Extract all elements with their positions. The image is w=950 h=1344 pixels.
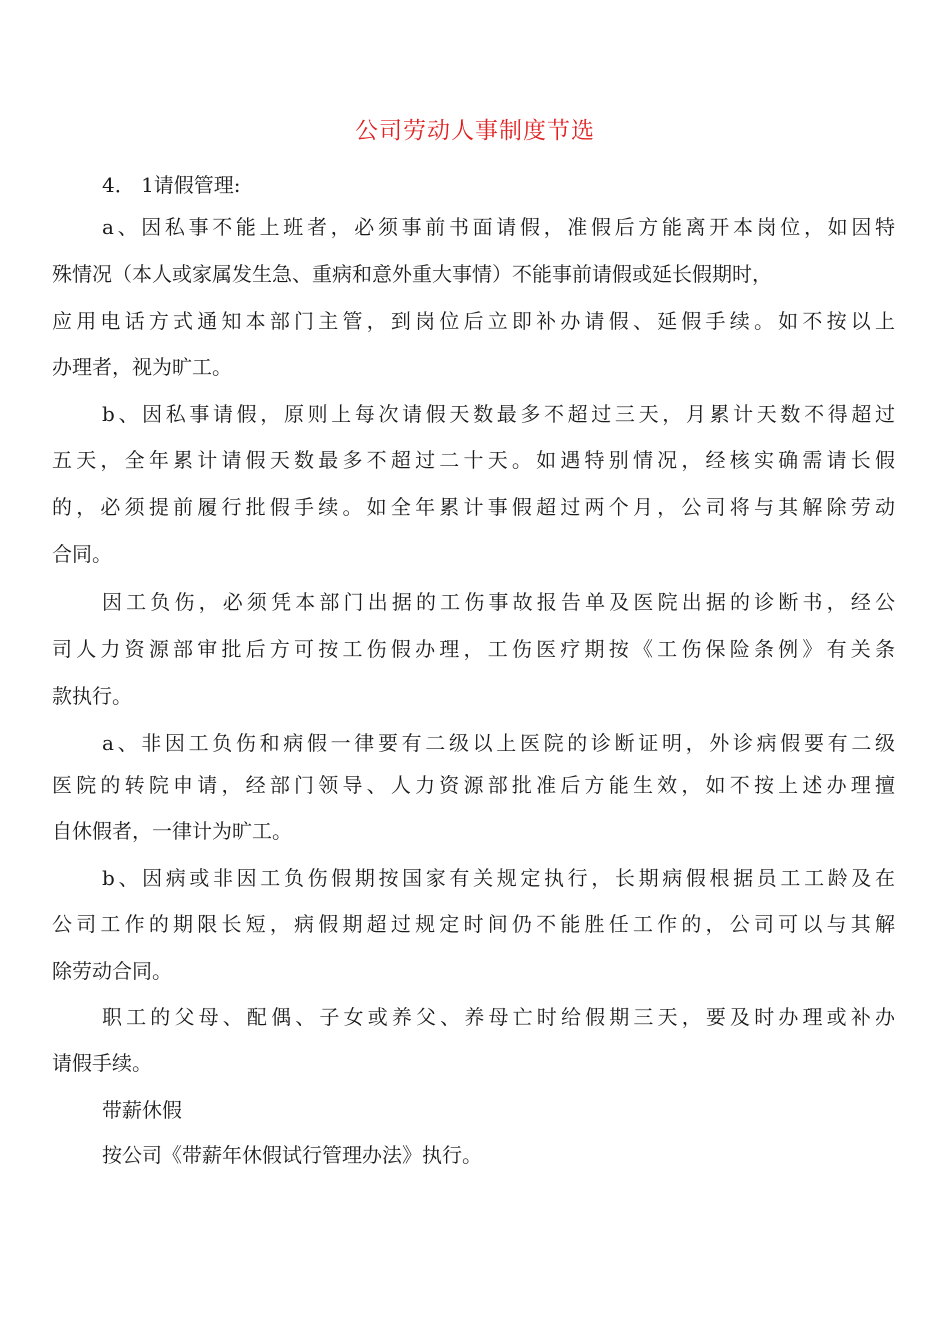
- paragraph-line: 请假手续。: [52, 1051, 152, 1075]
- paragraph-line: 款执行。: [52, 684, 132, 708]
- paragraph-line: 按公司《带薪年休假试行管理办法》执行。: [102, 1143, 482, 1167]
- paragraph-line: 办理者，视为旷工。: [52, 355, 232, 379]
- paragraph-line: a、非因工负伤和病假一律要有二级以上医院的诊断证明，外诊病假要有二级: [102, 731, 895, 755]
- section-heading: 带薪休假: [102, 1098, 182, 1122]
- paragraph-line: b、因病或非因工负伤假期按国家有关规定执行，长期病假根据员工工龄及在: [102, 866, 895, 890]
- paragraph-line: a、因私事不能上班者，必须事前书面请假，准假后方能离开本岗位，如因特: [102, 215, 895, 239]
- paragraph-line: 职工的父母、配偶、子女或养父、养母亡时给假期三天，要及时办理或补办: [102, 1005, 895, 1029]
- paragraph-line: 司人力资源部审批后方可按工伤假办理，工伤医疗期按《工伤保险条例》有关条: [52, 637, 895, 661]
- section-heading: 4． 1请假管理:: [102, 173, 241, 197]
- paragraph-line: b、因私事请假，原则上每次请假天数最多不超过三天，月累计天数不得超过: [102, 402, 895, 426]
- paragraph-line: 除劳动合同。: [52, 959, 172, 983]
- paragraph-line: 医院的转院申请，经部门领导、人力资源部批准后方能生效，如不按上述办理擅: [52, 773, 895, 797]
- paragraph-line: 公司工作的期限长短，病假期超过规定时间仍不能胜任工作的，公司可以与其解: [52, 912, 895, 936]
- paragraph-line: 应用电话方式通知本部门主管，到岗位后立即补办请假、延假手续。如不按以上: [52, 309, 895, 333]
- paragraph-line: 的，必须提前履行批假手续。如全年累计事假超过两个月，公司将与其解除劳动: [52, 495, 895, 519]
- paragraph-line: 因工负伤，必须凭本部门出据的工伤事故报告单及医院出据的诊断书，经公: [102, 590, 895, 614]
- document-title: 公司劳动人事制度节选: [355, 118, 595, 144]
- paragraph-line: 五天，全年累计请假天数最多不超过二十天。如遇特别情况，经核实确需请长假: [52, 448, 895, 472]
- paragraph-line: 合同。: [52, 542, 112, 566]
- paragraph-line: 自休假者，一律计为旷工。: [52, 819, 292, 843]
- paragraph-line: 殊情况（本人或家属发生急、重病和意外重大事情）不能事前请假或延长假期时，: [52, 262, 772, 286]
